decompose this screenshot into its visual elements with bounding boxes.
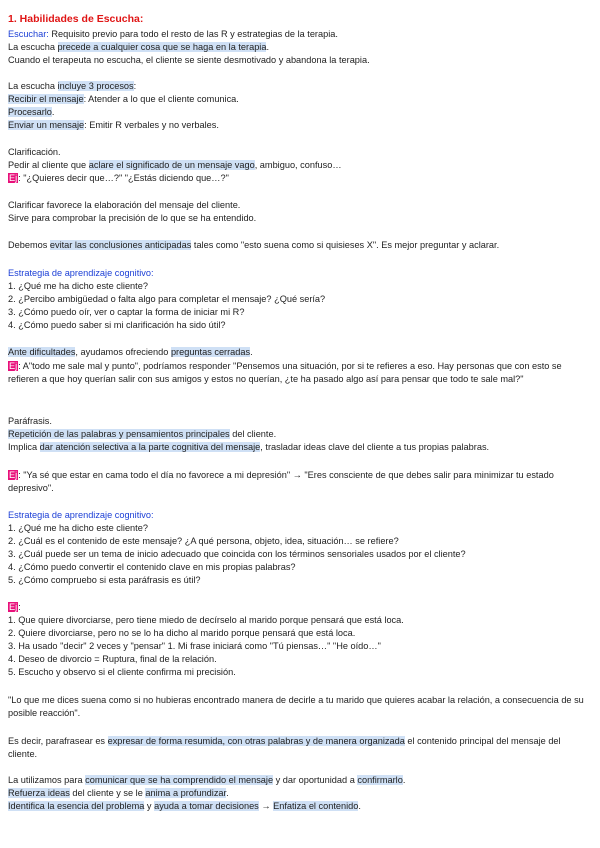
text: Requisito previo para todo el resto de las R y estrategias de la terapia.: [48, 29, 338, 39]
text: Debemos: [8, 240, 50, 250]
paragraph-ej-3: [8, 469, 592, 495]
highlight: comunicar que se ha comprendido el mensaje: [85, 775, 274, 785]
line-enviar: [8, 120, 592, 131]
line-implica: [8, 442, 592, 453]
list-item: 1. Que quiere divorciarse, pero tiene miedo de decírselo al marido porque pensará que está loca.: [8, 615, 404, 625]
highlight: evitar las conclusiones anticipadas: [49, 240, 192, 250]
line-dificultades: [8, 347, 592, 358]
line-recibir: [8, 94, 592, 105]
highlight: confirmarlo: [357, 775, 403, 785]
text: y dar oportunidad a: [273, 775, 358, 785]
text: : Emitir R verbales y no verbales.: [84, 120, 219, 130]
ej-badge: Ej: [9, 173, 18, 183]
text: La escucha: [8, 81, 58, 91]
highlight: dar atención selectiva a la parte cognitiva del mensaje: [39, 442, 261, 452]
strategy-heading-1: Estrategia de aprendizaje cognitivo:: [8, 268, 154, 278]
highlight: Procesarlo: [8, 107, 52, 117]
text: .: [51, 107, 55, 117]
highlight: Enfatiza el contenido: [273, 801, 359, 811]
text: Pedir al cliente que: [8, 160, 89, 170]
list-item: 1. ¿Qué me ha dicho este cliente?: [8, 523, 148, 533]
line-ej-4: [8, 602, 592, 613]
highlight: Refuerza ideas: [8, 788, 70, 798]
line-escuchar: [8, 29, 592, 40]
list-item: 3. ¿Cuál puede ser un tema de inicio adecuado que coincida con los términos sensoriales usados por el cliente?: [8, 549, 466, 559]
text: .: [226, 788, 229, 798]
highlight: precede a cualquier cosa que se haga en la terapia: [57, 42, 267, 52]
text: La utilizamos para: [8, 775, 86, 785]
highlight: anima a profundizar: [145, 788, 227, 798]
highlight: Repetición de las palabras y pensamientos principales: [8, 429, 230, 439]
text: tales como "esto suena como si quisieses X". Es mejor preguntar y aclarar.: [191, 240, 500, 250]
text: Es decir, parafrasear es: [8, 736, 108, 746]
list-item: 2. ¿Cuál es el contenido de este mensaje? ¿A qué persona, objeto, idea, situación… se refiere?: [8, 536, 399, 546]
ej-badge: Ej: [9, 361, 18, 371]
strategy-heading-2: Estrategia de aprendizaje cognitivo:: [8, 510, 154, 520]
highlight: aclare el significado de un mensaje vago: [88, 160, 255, 170]
list-item: 3. Ha usado "decir" 2 veces y "pensar" 1. Mi frase iniciará como "Tú piensas…" "He oído…": [8, 641, 381, 651]
text: .: [266, 42, 270, 52]
list-item: 2. Quiere divorciarse, pero no se lo ha dicho al marido porque pensará que está loca.: [8, 628, 356, 638]
heading-clarificacion: Clarificación.: [8, 147, 61, 157]
text: Implica: [8, 442, 40, 452]
text: , ayudamos ofreciendo: [75, 347, 171, 357]
text: del cliente.: [229, 429, 277, 439]
highlight: Enviar un mensaje: [8, 120, 85, 130]
section-title: 1. Habilidades de Escucha:: [8, 13, 144, 25]
line-refuerza: [8, 788, 592, 799]
list-item: 4. ¿Cómo puedo saber si mi clarificación ha sido útil?: [8, 320, 226, 330]
text: del cliente y se le: [69, 788, 146, 798]
text: : A"todo me sale mal y punto", podríamos responder "Pensemos una situación, por si te refieres a eso. Hay personas que con esto se refieren a que hoy querían salir con sus amigos y estos no querían, ¿te ha pasado algo así para pensar que todo te sale mal?": [8, 361, 562, 384]
text: .: [358, 801, 361, 811]
paragraph-quote: "Lo que me dices suena como si no hubieras encontrado manera de decirle a tu marido que quieres acabar la relación, a consecuencia de su posible reacción".: [8, 695, 584, 718]
list-item: 4. Deseo de divorcio = Ruptura, final de la relación.: [8, 654, 217, 664]
line-identifica: [8, 801, 592, 812]
line-procesos: [8, 81, 592, 92]
highlight: expresar de forma resumida, con otras palabras y de manera organizada: [107, 736, 405, 746]
text: : "Ya sé que estar en cama todo el día no favorece a mi depresión" → "Eres consciente de que debes salir para minimizar tu estado depresivo".: [8, 470, 554, 493]
text: .: [250, 347, 253, 357]
heading-parafrasis: Paráfrasis.: [8, 416, 52, 426]
highlight: Ante dificultades: [8, 347, 76, 357]
list-item: 5. ¿Cómo compruebo si esta paráfrasis es útil?: [8, 575, 201, 585]
line-no-escucha: Cuando el terapeuta no escucha, el cliente se siente desmotivado y abandona la terapia.: [8, 55, 370, 65]
highlight: Identifica la esencia del problema: [8, 801, 145, 811]
highlight: preguntas cerradas: [170, 347, 251, 357]
ej-badge: Ej: [9, 602, 18, 612]
highlight: incluye 3 procesos: [57, 81, 134, 91]
paragraph-parafrasear: [8, 735, 592, 761]
text: el contenido principal del mensaje del cliente.: [8, 736, 561, 759]
highlight: ayuda a tomar decisiones: [154, 801, 259, 811]
line-aclare: [8, 160, 592, 171]
text: y: [144, 801, 155, 811]
text: →: [258, 801, 274, 811]
line-evitar: [8, 240, 592, 251]
line-precede: [8, 42, 592, 53]
text: , trasladar ideas clave del cliente a tus propias palabras.: [260, 442, 490, 452]
text: La escucha: [8, 42, 58, 52]
text: : "¿Quieres decir que…?" "¿Estás diciendo que…?": [18, 173, 229, 183]
text: : Atender a lo que el cliente comunica.: [83, 94, 239, 104]
line-sirve: Sirve para comprobar la precisión de lo que se ha entendido.: [8, 213, 257, 223]
text: :: [133, 81, 137, 91]
paragraph-ej-2: [8, 360, 592, 386]
text: .: [402, 775, 406, 785]
text: :: [18, 602, 21, 612]
line-repeticion: [8, 429, 592, 440]
line-favorece: Clarificar favorece la elaboración del mensaje del cliente.: [8, 200, 241, 210]
line-procesarlo: [8, 107, 592, 118]
highlight: Recibir el mensaje: [8, 94, 84, 104]
list-item: 1. ¿Qué me ha dicho este cliente?: [8, 281, 148, 291]
list-item: 2. ¿Percibo ambigüedad o falta algo para completar el mensaje? ¿Qué sería?: [8, 294, 326, 304]
list-item: 5. Escucho y observo si el cliente confirma mi precisión.: [8, 667, 236, 677]
term-escuchar: Escuchar:: [8, 29, 49, 39]
text: , ambiguo, confuso…: [254, 160, 342, 170]
list-item: 3. ¿Cómo puedo oír, ver o captar la forma de iniciar mi R?: [8, 307, 245, 317]
list-item: 4. ¿Cómo puedo convertir el contenido clave en mis propias palabras?: [8, 562, 296, 572]
ej-badge: Ej: [9, 470, 18, 480]
line-comunicar: [8, 775, 592, 786]
line-ej-1: [8, 173, 592, 184]
